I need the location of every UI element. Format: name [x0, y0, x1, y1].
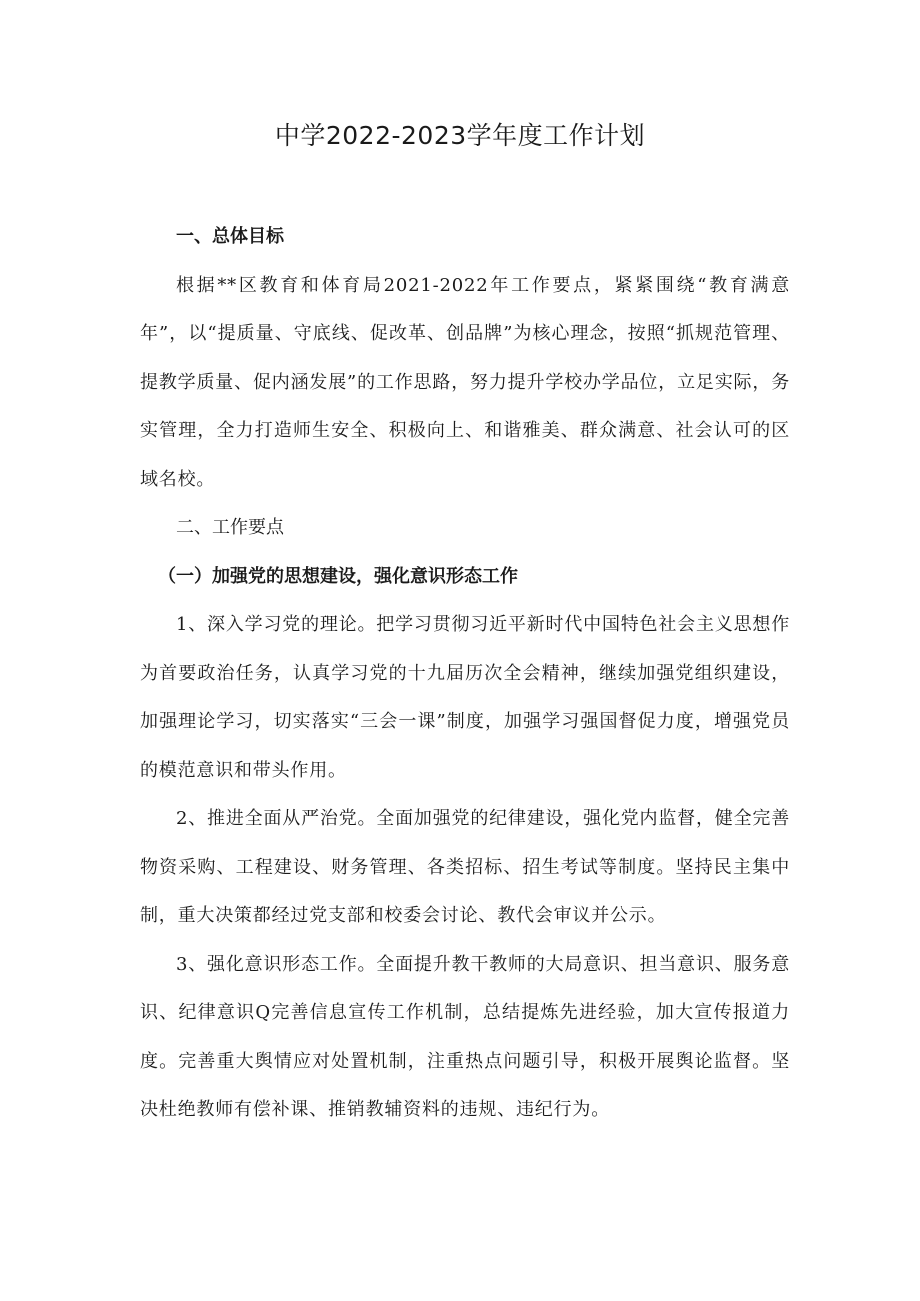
document-title: 中学2022-2023学年度工作计划 [274, 121, 646, 150]
paragraph-item-2: 2、推进全面从严治党。全面加强党的纪律建设，强化党内监督，健全完善物资采购、工程建设、财务管理、各类招标、招生考试等制度。坚持民主集中制，重大决策都经过党支部和校委会讨论、教代会审议并公示。 [140, 808, 790, 926]
paragraph-item-3: 3、强化意识形态工作。全面提升教干教师的大局意识、担当意识、服务意识、纪律意识Q完善信息宣传工作机制，总结提炼先进经验，加大宣传报道力度。完善重大舆情应对处置机制，注重热点问题引导，积极开展舆论监督。坚决杜绝教师有偿补课、推销教辅资料的违规、违纪行为。 [140, 953, 790, 1120]
subsection-heading-party-building: （一）加强党的思想建设，强化意识形态工作 [158, 565, 518, 587]
document-body [140, 213, 790, 1135]
section-heading-overall-goals: 一、总体目标 [176, 226, 284, 247]
section-heading-work-points: 二、工作要点 [176, 517, 284, 538]
paragraph-item-1: 1、深入学习党的理论。把学习贯彻习近平新时代中国特色社会主义思想作为首要政治任务，认真学习党的十九届历次全会精神，继续加强党组织建设，加强理论学习，切实落实“三会一课”制度，加强学习强国督促力度，增强党员的模范意识和带头作用。 [140, 614, 790, 781]
paragraph-overall-goals: 根据**区教育和体育局2021-2022年工作要点，紧紧围绕“教育满意年”，以“提质量、守底线、促改革、创品牌”为核心理念，按照“抓规范管理、提教学质量、促内涵发展”的工作思路，努力提升学校办学品位，立足实际，务实管理，全力打造师生安全、积极向上、和谐雅美、群众满意、社会认可的区域名校。 [140, 274, 790, 490]
